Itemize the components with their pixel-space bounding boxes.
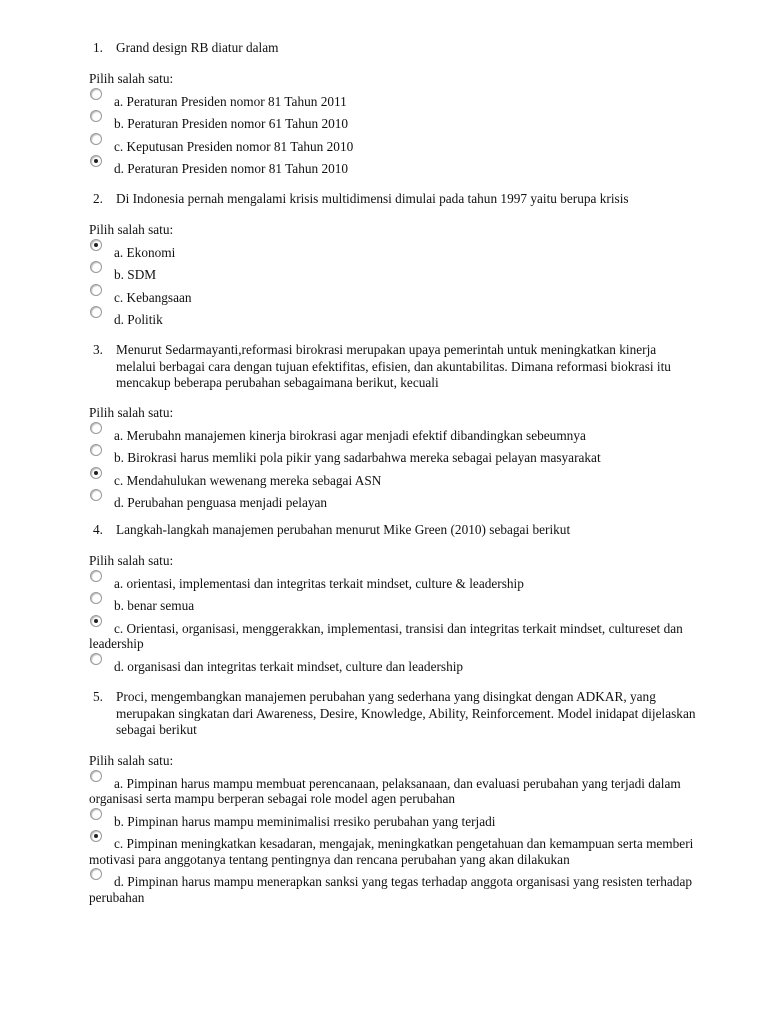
radio-button[interactable] (90, 770, 102, 782)
radio-button[interactable] (90, 592, 102, 604)
option-c[interactable]: c. Orientasi, organisasi, menggerakkan, implementasi, transisi dan integritas terkait mindset, cultureset dan leadership (0, 621, 709, 652)
option-b[interactable]: b. Birokrasi harus memliki pola pikir yang sadarbahwa mereka sebagai pelayan masyarakat (0, 450, 709, 466)
radio-button[interactable] (90, 467, 102, 479)
question-number: 3. (93, 342, 103, 357)
question-number: 4. (93, 522, 103, 537)
pilih-label: Pilih salah satu: (89, 404, 174, 420)
option-a[interactable]: a. Merubahn manajemen kinerja birokrasi agar menjadi efektif dibandingkan sebeumnya (0, 428, 709, 444)
radio-button[interactable] (90, 422, 102, 434)
option-d[interactable]: d. Perubahan penguasa menjadi pelayan (0, 495, 709, 511)
option-d[interactable]: d. Peraturan Presiden nomor 81 Tahun 2010 (0, 161, 709, 177)
option-c[interactable]: c. Mendahulukan wewenang mereka sebagai ASN (0, 473, 709, 489)
option-d[interactable]: d. Politik (0, 312, 709, 328)
option-a[interactable]: a. Ekonomi (0, 245, 709, 261)
question-4 (0, 522, 768, 674)
option-d[interactable]: d. Pimpinan harus mampu menerapkan sanksi yang tegas terhadap anggota organisasi yang resisten terhadap perubahan (0, 874, 709, 905)
radio-button[interactable] (90, 110, 102, 122)
radio-button[interactable] (90, 88, 102, 100)
question-3 (0, 342, 768, 511)
option-c[interactable]: c. Kebangsaan (0, 290, 709, 306)
radio-button[interactable] (90, 653, 102, 665)
question-2 (0, 191, 768, 328)
question-text: Langkah-langkah manajemen perubahan menurut Mike Green (2010) sebagai berikut (116, 522, 571, 537)
pilih-label: Pilih salah satu: (89, 552, 174, 568)
radio-button[interactable] (90, 830, 102, 842)
option-d[interactable]: d. organisasi dan integritas terkait mindset, culture dan leadership (0, 659, 709, 675)
radio-button[interactable] (90, 489, 102, 501)
option-b[interactable]: b. Pimpinan harus mampu meminimalisi rresiko perubahan yang terjadi (0, 814, 709, 830)
radio-button[interactable] (90, 615, 102, 627)
pilih-label: Pilih salah satu: (89, 752, 174, 768)
question-text: Di Indonesia pernah mengalami krisis multidimensi dimulai pada tahun 1997 yaitu berupa krisis (116, 191, 629, 206)
option-a[interactable]: a. Pimpinan harus mampu membuat perencanaan, pelaksanaan, dan evaluasi perubahan yang terjadi dalam organisasi serta mampu berperan sebagai role model agen perubahan (0, 776, 709, 807)
pilih-label: Pilih salah satu: (89, 221, 174, 237)
question-number: 2. (93, 191, 103, 206)
radio-button[interactable] (90, 284, 102, 296)
question-text: Proci, mengembangkan manajemen perubahan yang sederhana yang disingkat dengan ADKAR, yang merupakan singkatan dari Awareness, Desire, Knowledge, Ability, Reinforcement. Model inidapat dijelaskan sebagai berikut (116, 689, 696, 737)
radio-button[interactable] (90, 261, 102, 273)
radio-button[interactable] (90, 808, 102, 820)
question-number: 1. (93, 40, 103, 55)
option-a[interactable]: a. orientasi, implementasi dan integritas terkait mindset, culture & leadership (0, 576, 709, 592)
question-text: Grand design RB diatur dalam (116, 40, 279, 55)
radio-button[interactable] (90, 868, 102, 880)
radio-button[interactable] (90, 133, 102, 145)
option-b[interactable]: b. SDM (0, 267, 709, 283)
option-b[interactable]: b. benar semua (0, 598, 709, 614)
option-a[interactable]: a. Peraturan Presiden nomor 81 Tahun 2011 (0, 94, 709, 110)
radio-button[interactable] (90, 444, 102, 456)
pilih-label: Pilih salah satu: (89, 70, 174, 86)
option-b[interactable]: b. Peraturan Presiden nomor 61 Tahun 2010 (0, 116, 709, 132)
option-c[interactable]: c. Keputusan Presiden nomor 81 Tahun 2010 (0, 139, 709, 155)
radio-button[interactable] (90, 239, 102, 251)
question-1 (0, 40, 768, 177)
question-text: Menurut Sedarmayanti,reformasi birokrasi merupakan upaya pemerintah untuk meningkatkan kinerja melalui berbagai cara dengan tujuan efektifitas, efisien, dan akuntabilitas. Dimana reformasi biokrasi itu mencakup beberapa perubahan sebagaimana berikut, kecuali (116, 342, 671, 390)
radio-button[interactable] (90, 570, 102, 582)
option-c[interactable]: c. Pimpinan meningkatkan kesadaran, mengajak, meningkatkan pengetahuan dan kemampuan serta memberi motivasi para anggotanya tentang pentingnya dan rencana perubahan yang akan dilakukan (0, 836, 709, 867)
question-5 (0, 689, 768, 905)
radio-button[interactable] (90, 306, 102, 318)
radio-button[interactable] (90, 155, 102, 167)
question-number: 5. (93, 689, 103, 704)
